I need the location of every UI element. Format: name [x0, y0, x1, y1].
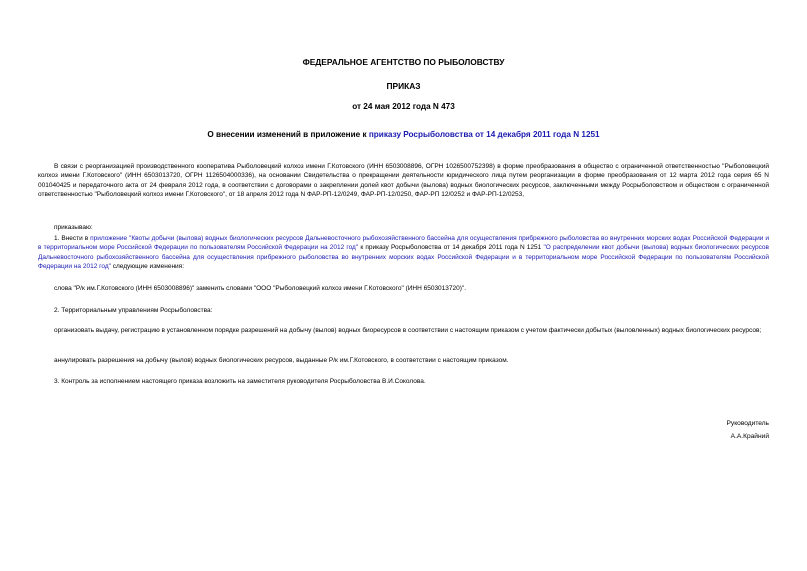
cancel-permits-paragraph: аннулировать разрешения на добычу (вылов) водных биологических ресурсов, выданные Р/к им.Г.Котовского, в соответствии с настоящим приказом.: [54, 357, 509, 364]
title-prefix: О внесении изменений в приложение к: [207, 130, 369, 139]
order-word-paragraph: приказываю:: [54, 224, 93, 231]
signature-name: А.А.Крайний: [730, 433, 769, 440]
preamble-paragraph: В связи с реорганизацией производственного кооператива Рыболовецкий колхоз имени Г.Котовского (ИНН 6503008896, ОГРН 1026500752398) в форме преобразования в общество с ограниченной ответственностью "Рыболовецкий колхоз имени Г.Котовского" (ИНН 6503013720, ОГРН 1126504000336), на основании Свидетельства о прекращении деятельности юридического лица путем реорганизации в форме преобразования от 12 марта 2012 года серия 65 N 001040425 и передаточного акта от 24 февраля 2012 года, в соответствии с договорами о закреплении долей квот добычи (вылова) водных биологических ресурсов, заключенными между Росрыболовством и обществом с ограниченной ответственностью "Рыболовецкий колхоз имени Г.Котовского", от 18 апреля 2012 года N ФАР-РП-12/0249, ФАР-РП-12/0250, ФАР-РП 12/0252 и ФАР-РП-12/0253,: [38, 163, 769, 199]
item-1-prefix: 1. Внести в: [54, 235, 91, 242]
agency-heading: ФЕДЕРАЛЬНОЕ АГЕНТСТВО ПО РЫБОЛОВСТВУ: [302, 57, 505, 67]
appendix-link[interactable]: приложение "Квоты добычи (вылова) водных биологических ресурсов Дальневосточного рыбохозяйственного бассейна для осуществления прибрежного рыболовства во внутренних морских водах Российской Федерации и в территориальном море Российской Федерации по пользователям Российской Федерации на 2012 год": [38, 235, 769, 252]
item-1-suffix: следующие изменения:: [110, 263, 185, 271]
document-title: [0, 130, 807, 139]
issue-permits-paragraph: организовать выдачу, регистрацию в установленном порядке разрешений на добычу (вылов) водных биоресурсов в соответствии с настоящим приказом с учетом фактически добытых (выловленных) водных биологических ресурсов;: [54, 327, 762, 334]
replacement-paragraph: слова "Р/к им.Г.Котовского (ИНН 6503008896)" заменить словами "ООО "Рыболовецкий колхоз имени Г.Котовского" (ИНН 6503013720)".: [54, 285, 467, 292]
title-link[interactable]: приказу Росрыболовства от 14 декабря 2011 года N 1251: [368, 130, 600, 139]
order-1251-link[interactable]: "О распределении квот добычи (вылова) водных биологических ресурсов Дальневосточного рыбохозяйственного бассейна для осуществления прибрежного рыболовства во внутренних морских водах Российской Федерации и в территориальном море Российской Федерации по пользователям Российской Федерации на 2012 год": [38, 244, 769, 271]
signature-position: Руководитель: [726, 420, 769, 427]
document-type-heading: ПРИКАЗ: [386, 81, 421, 91]
item-2-paragraph: 2. Территориальным управлениям Росрыболовства:: [54, 307, 213, 314]
date-number-heading: от 24 мая 2012 года N 473: [352, 102, 455, 111]
item-1-mid: к приказу Росрыболовства от 14 декабря 2011 года N 1251: [358, 244, 544, 252]
item-3-paragraph: 3. Контроль за исполнением настоящего приказа возложить на заместителя руководителя Росрыболовства В.И.Соколова.: [54, 378, 426, 385]
item-1-paragraph: [38, 234, 769, 272]
